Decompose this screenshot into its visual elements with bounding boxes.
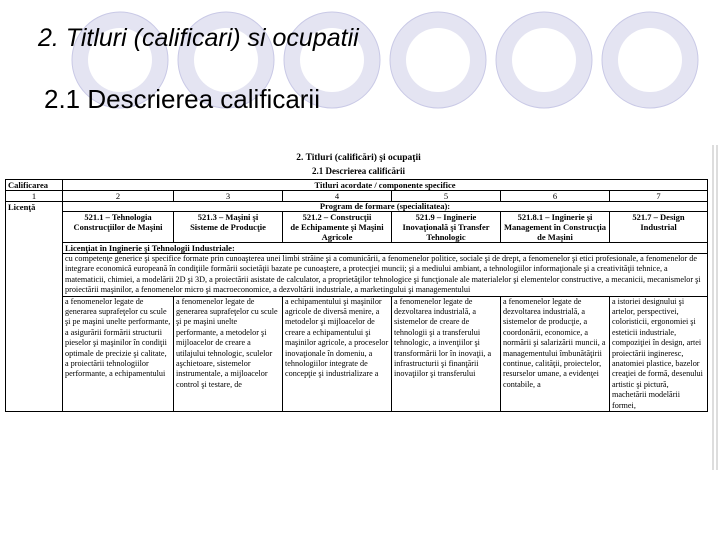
column-number: 3 xyxy=(174,191,283,202)
table-row xyxy=(6,191,708,202)
document-subheading: 2.1 Descrierea calificării xyxy=(311,166,406,176)
specific-competences: a fenomenelor legate de dezvoltarea industrială, a sistemelor de producţie, a coordonării, economice, a normării şi salarizării muncii, a managementului îmbunătăţirii continue, calităţii, proiectelor, resurselor umane, a evidenţei contabile, a xyxy=(501,296,610,411)
program-header: Program de formare (specialitatea): xyxy=(63,202,708,212)
specific-competences: a istoriei designului şi artelor, perspectivei, coloristicii, ergonomiei şi esteticii industriale, compoziţiei în design, artei proiectării ingineresc, anatomiei plastice, bazelor creaţiei de formă, desenului artistic şi pictură, machetării modelării formei, xyxy=(610,296,708,411)
degree-title: Licenţiat în Inginerie şi Tehnologii Industriale: xyxy=(63,243,708,254)
program-cell: 521.8.1 – Inginerie şi Management în Construcţia de Maşini xyxy=(501,212,610,243)
table-row xyxy=(6,296,708,411)
column-number: 2 xyxy=(63,191,174,202)
titles-header: Titluri acordate / componente specifice xyxy=(63,180,708,191)
specific-competences: a fenomenelor legate de dezvoltarea industrială, a sistemelor de creare de tehnologii şi a transferului tehnologic, a invenţiilor şi transformării lor în inovaţii, a infrastructurii şi finanţării inovaţiilor şi transferului xyxy=(392,296,501,411)
table-row xyxy=(6,254,708,297)
common-competences: cu competenţe generice şi specifice formate prin cunoaşterea unei limbi străine şi a comunicării, a fenomenelor politice, sociale şi de drept, a fenomenelor şi etici profesionale, a fenomenelor de integrare economică europeană în condiţiile formării societăţii bazate pe cunoaştere, a protecţiei muncii; şi a mediului ambiant, a tehnologiilor informaţionale şi a creativităţii tehnice, a matematicii, chimiei, a modelării 2D şi 3D, a proiectării asistate de calculator, a proprietăţilor tehnologice şi funcţionale ale materialelor şi elementelor constructive, a mecanicii, mecanismelor şi proiectării maşinilor, a fenomenelor micro şi macroeconomice, a dezvoltării industriale, a marketingului şi managementului xyxy=(63,254,708,297)
row-label-calificare: Calificarea xyxy=(6,180,63,191)
program-cell: 521.2 – Construcţii de Echipamente şi Maşini Agricole xyxy=(283,212,392,243)
program-cell: 521.9 – Inginerie Inovaţională şi Transfer Tehnologic xyxy=(392,212,501,243)
document-scan xyxy=(5,150,712,468)
column-number: 4 xyxy=(283,191,392,202)
slide-title: 2. Titluri (calificari) si ocupatii xyxy=(38,24,359,52)
specific-competences: a echipamentului şi maşinilor agricole de diversă menire, a metodelor şi mijloacelor de creare a echipamentului şi maşinilor agricole, a proceselor inovaţionale în domeniu, a tehnologiilor integrate de concepţie şi industrializare a xyxy=(283,296,392,411)
column-number: 6 xyxy=(501,191,610,202)
row-label-licenta: Licenţă xyxy=(6,202,63,412)
program-cell: 521.7 – Design Industrial xyxy=(610,212,708,243)
qualification-table xyxy=(5,179,708,412)
table-row xyxy=(6,202,708,212)
table-row xyxy=(6,180,708,191)
slide-subtitle: 2.1 Descrierea calificarii xyxy=(44,84,320,114)
specific-competences: a fenomenelor legate de generarea suprafeţelor cu scule şi pe maşini unelte performante, a metodelor şi mijloacelor de creare a utilajului tehnologic, sculelor aşchietoare, sistemelor instrumentale, a mijloacelor control şi testare, de xyxy=(174,296,283,411)
column-number: 7 xyxy=(610,191,708,202)
specific-competences: a fenomenelor legate de generarea suprafeţelor cu scule şi pe maşini unelte performante, a asigurării formării structurii pieselor şi maşinilor în condiţii optimale de precizie şi calitate, a proiectării tehnologiilor performante, a echipamentului xyxy=(63,296,174,411)
table-row xyxy=(6,212,708,243)
table-row xyxy=(6,243,708,254)
program-cell: 521.1 – Tehnologia Construcţiilor de Maşini xyxy=(63,212,174,243)
row-label-number: 1 xyxy=(6,191,63,202)
page-edge xyxy=(712,145,720,470)
document-heading: 2. Titluri (calificări) şi ocupaţii xyxy=(296,153,421,163)
program-cell: 521.3 – Maşini şi Sisteme de Producţie xyxy=(174,212,283,243)
column-number: 5 xyxy=(392,191,501,202)
